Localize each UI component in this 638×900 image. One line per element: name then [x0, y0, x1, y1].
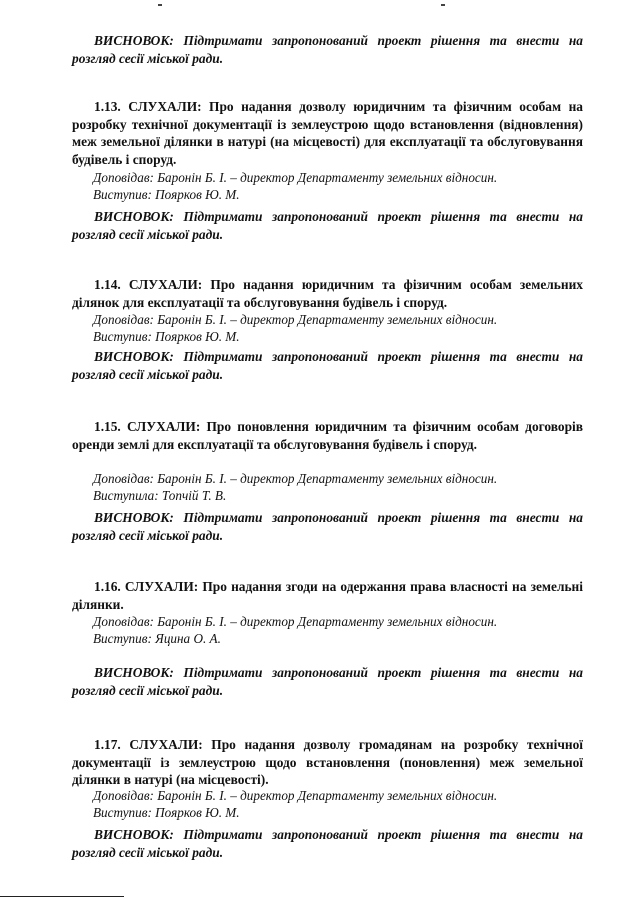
conclusion-paragraph — [72, 509, 583, 544]
reporter-line: Доповідав: Баронін Б. І. – директор Департаменту земельних відносин. — [93, 471, 498, 486]
scan-speck — [441, 4, 445, 6]
conclusion-paragraph — [72, 208, 583, 243]
hear-item-1-13: 1.13. СЛУХАЛИ: Про надання дозволу юридичним та фізичним особам на розробку технічної документації із землеустрою щодо встановлення (відновлення) меж земельної ділянки в натурі (на місцевості) для експлуатації та обслуговування будівель і споруд. — [72, 99, 583, 167]
conclusion-text: ВИСНОВОК: Підтримати запропонований проект рішення та внести на розгляд сесії міської ради. — [72, 665, 583, 698]
speaker-line: Виступила: Топчій Т. В. — [93, 488, 227, 503]
scan-speck — [158, 4, 162, 6]
reporter-line: Доповідав: Баронін Б. І. – директор Департаменту земельних відносин. — [93, 614, 498, 629]
hear-item-1-17: 1.17. СЛУХАЛИ: Про надання дозволу громадянам на розробку технічної документації із землеустрою щодо встановлення (поновлення) меж земельної ділянки в натурі (на місцевості). — [72, 737, 583, 788]
conclusion-paragraph — [72, 348, 583, 383]
conclusion-text: ВИСНОВОК: Підтримати запропонований проект рішення та внести на розгляд сесії міської ради. — [72, 209, 583, 242]
speaker-line: Виступив: Поярков Ю. М. — [93, 805, 240, 820]
hear-item-1-16: 1.16. СЛУХАЛИ: Про надання згоди на одержання права власності на земельні ділянки. — [72, 579, 583, 612]
speaker-line: Виступив: Поярков Ю. М. — [93, 187, 240, 202]
reporter-line: Доповідав: Баронін Б. І. – директор Департаменту земельних відносин. — [93, 170, 498, 185]
footnote-separator — [0, 896, 124, 897]
conclusion-text: ВИСНОВОК: Підтримати запропонований проект рішення та внести на розгляд сесії міської ради. — [72, 827, 583, 860]
reporter-line: Доповідав: Баронін Б. І. – директор Департаменту земельних відносин. — [93, 312, 498, 327]
hear-item-1-15: 1.15. СЛУХАЛИ: Про поновлення юридичним та фізичним особам договорів оренди землі для експлуатації та обслуговування будівель і споруд. — [72, 419, 583, 452]
conclusion-paragraph — [72, 32, 583, 67]
hear-item-1-14: 1.14. СЛУХАЛИ: Про надання юридичним та фізичним особам земельних ділянок для експлуатації та обслуговування будівель і споруд. — [72, 277, 583, 310]
conclusion-text: ВИСНОВОК: Підтримати запропонований проект рішення та внести на розгляд сесії міської ради. — [72, 33, 583, 66]
conclusion-paragraph — [72, 664, 583, 699]
speaker-line: Виступив: Поярков Ю. М. — [93, 329, 240, 344]
conclusion-paragraph — [72, 826, 583, 861]
speaker-line: Виступив: Яцина О. А. — [93, 631, 221, 646]
reporter-line: Доповідав: Баронін Б. І. – директор Департаменту земельних відносин. — [93, 788, 498, 803]
conclusion-text: ВИСНОВОК: Підтримати запропонований проект рішення та внести на розгляд сесії міської ради. — [72, 510, 583, 543]
conclusion-text: ВИСНОВОК: Підтримати запропонований проект рішення та внести на розгляд сесії міської ради. — [72, 349, 583, 382]
